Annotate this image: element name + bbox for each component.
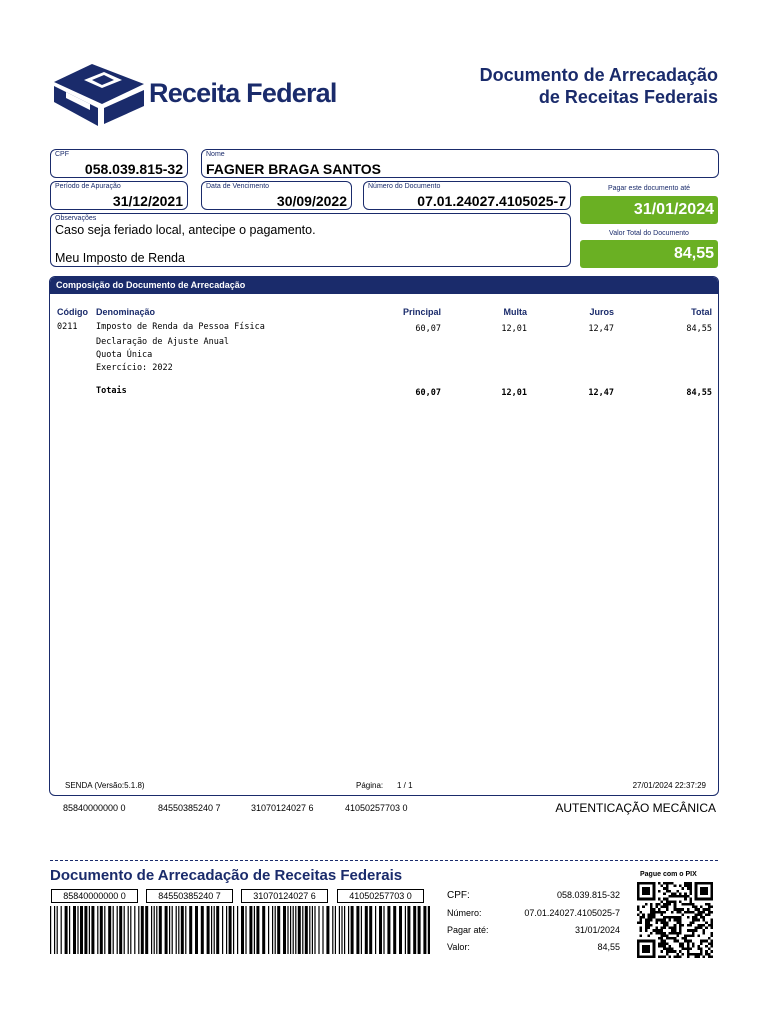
numero-documento-value: 07.01.24027.4105025-7 bbox=[417, 193, 566, 209]
valor-total-badge bbox=[580, 240, 718, 268]
totais-principal: 60,07 bbox=[415, 388, 441, 398]
cpf-value: 058.039.815-32 bbox=[84, 161, 183, 177]
vencimento-field bbox=[201, 181, 352, 210]
pagina-label: Página: bbox=[356, 781, 384, 790]
slip-valor-value: 84,55 bbox=[597, 942, 620, 952]
numero-documento-field bbox=[363, 181, 571, 210]
nome-field bbox=[201, 149, 719, 178]
pix-label: Pague com o PIX bbox=[640, 871, 697, 878]
col-total: Total bbox=[691, 307, 712, 317]
nome-label: Nome bbox=[206, 151, 225, 158]
pagar-ate-label: Pagar este documento até bbox=[607, 185, 691, 192]
autenticacao-mecanica: AUTENTICAÇÃO MECÂNICA bbox=[555, 801, 716, 815]
slip-title: Documento de Arrecadação de Receitas Federais bbox=[50, 867, 403, 884]
cut-line bbox=[50, 860, 718, 861]
vencimento-label: Data de Vencimento bbox=[206, 183, 270, 190]
row-multa: 12,01 bbox=[501, 324, 527, 334]
slip-cpf-label: CPF: bbox=[447, 890, 470, 901]
linha-digitavel-1: 85840000000 0 bbox=[63, 803, 126, 813]
col-denominacao: Denominação bbox=[96, 307, 156, 317]
vencimento-value: 30/09/2022 bbox=[276, 193, 347, 209]
document-title-line1: Documento de Arrecadação bbox=[479, 65, 718, 85]
observacoes-line1: Caso seja feriado local, antecipe o pagamento. bbox=[55, 223, 316, 237]
slip-pagar-ate-label: Pagar até: bbox=[447, 925, 489, 935]
row-desc-line1: Declaração de Ajuste Anual bbox=[96, 337, 230, 347]
observacoes-field bbox=[50, 213, 571, 267]
row-total: 84,55 bbox=[686, 324, 712, 334]
receita-federal-logo-icon bbox=[52, 62, 147, 128]
data-hora-emissao: 27/01/2024 22:37:29 bbox=[632, 781, 706, 790]
pix-qr-code-icon bbox=[637, 882, 713, 958]
totais-label: Totais bbox=[96, 386, 127, 396]
row-principal: 60,07 bbox=[415, 324, 441, 334]
valor-total-label: Valor Total do Documento bbox=[609, 230, 689, 237]
slip-pagar-ate-value: 31/01/2024 bbox=[574, 925, 620, 935]
col-multa: Multa bbox=[503, 307, 527, 317]
slip-linha-3: 31070124027 6 bbox=[241, 889, 328, 903]
slip-numero-label: Número: bbox=[447, 908, 482, 918]
linha-digitavel-2: 84550385240 7 bbox=[158, 803, 221, 813]
totais-multa: 12,01 bbox=[501, 388, 527, 398]
periodo-label: Período de Apuração bbox=[55, 183, 121, 190]
slip-cpf-value: 058.039.815-32 bbox=[556, 890, 620, 900]
col-codigo: Código bbox=[57, 307, 88, 317]
observacoes-line2: Meu Imposto de Renda bbox=[55, 251, 185, 265]
numero-documento-label: Número do Documento bbox=[368, 183, 441, 190]
totais-total: 84,55 bbox=[686, 388, 712, 398]
slip-linha-4: 41050257703 0 bbox=[337, 889, 424, 903]
linha-digitavel-3: 31070124027 6 bbox=[251, 803, 314, 813]
col-juros: Juros bbox=[589, 307, 614, 317]
totais-juros: 12,47 bbox=[588, 388, 614, 398]
sistema-versao: SENDA (Versão:5.1.8) bbox=[65, 781, 145, 790]
brand-name: Receita Federal bbox=[149, 78, 337, 108]
composicao-title: Composição do Documento de Arrecadação bbox=[50, 277, 718, 294]
receita-federal-logo bbox=[52, 62, 337, 128]
slip-linha-1: 85840000000 0 bbox=[51, 889, 138, 903]
document-title bbox=[480, 64, 718, 108]
slip-numero-value: 07.01.24027.4105025-7 bbox=[524, 908, 620, 918]
pagar-ate-value: 31/01/2024 bbox=[633, 201, 714, 218]
linha-digitavel-4: 41050257703 0 bbox=[345, 803, 408, 813]
observacoes-label: Observações bbox=[55, 215, 97, 222]
slip-linha-2: 84550385240 7 bbox=[146, 889, 233, 903]
cpf-field bbox=[50, 149, 188, 178]
row-juros: 12,47 bbox=[588, 324, 614, 334]
cpf-label: CPF bbox=[55, 151, 69, 158]
slip-valor-label: Valor: bbox=[447, 942, 470, 952]
periodo-field bbox=[50, 181, 188, 210]
composicao-panel bbox=[49, 276, 719, 796]
document-title-line2: de Receitas Federais bbox=[538, 87, 718, 107]
pagina-value: 1 / 1 bbox=[397, 781, 413, 790]
barcode-icon bbox=[50, 906, 430, 954]
col-principal: Principal bbox=[402, 307, 441, 317]
valor-total-value: 84,55 bbox=[673, 245, 714, 262]
row-desc-line3: Exercício: 2022 bbox=[96, 363, 173, 373]
nome-value: FAGNER BRAGA SANTOS bbox=[206, 161, 382, 177]
periodo-value: 31/12/2021 bbox=[112, 193, 183, 209]
row-desc-line2: Quota Única bbox=[96, 350, 153, 360]
pagar-ate-badge bbox=[580, 196, 718, 224]
row-codigo: 0211 bbox=[57, 322, 78, 332]
row-denominacao: Imposto de Renda da Pessoa Física bbox=[96, 322, 265, 332]
